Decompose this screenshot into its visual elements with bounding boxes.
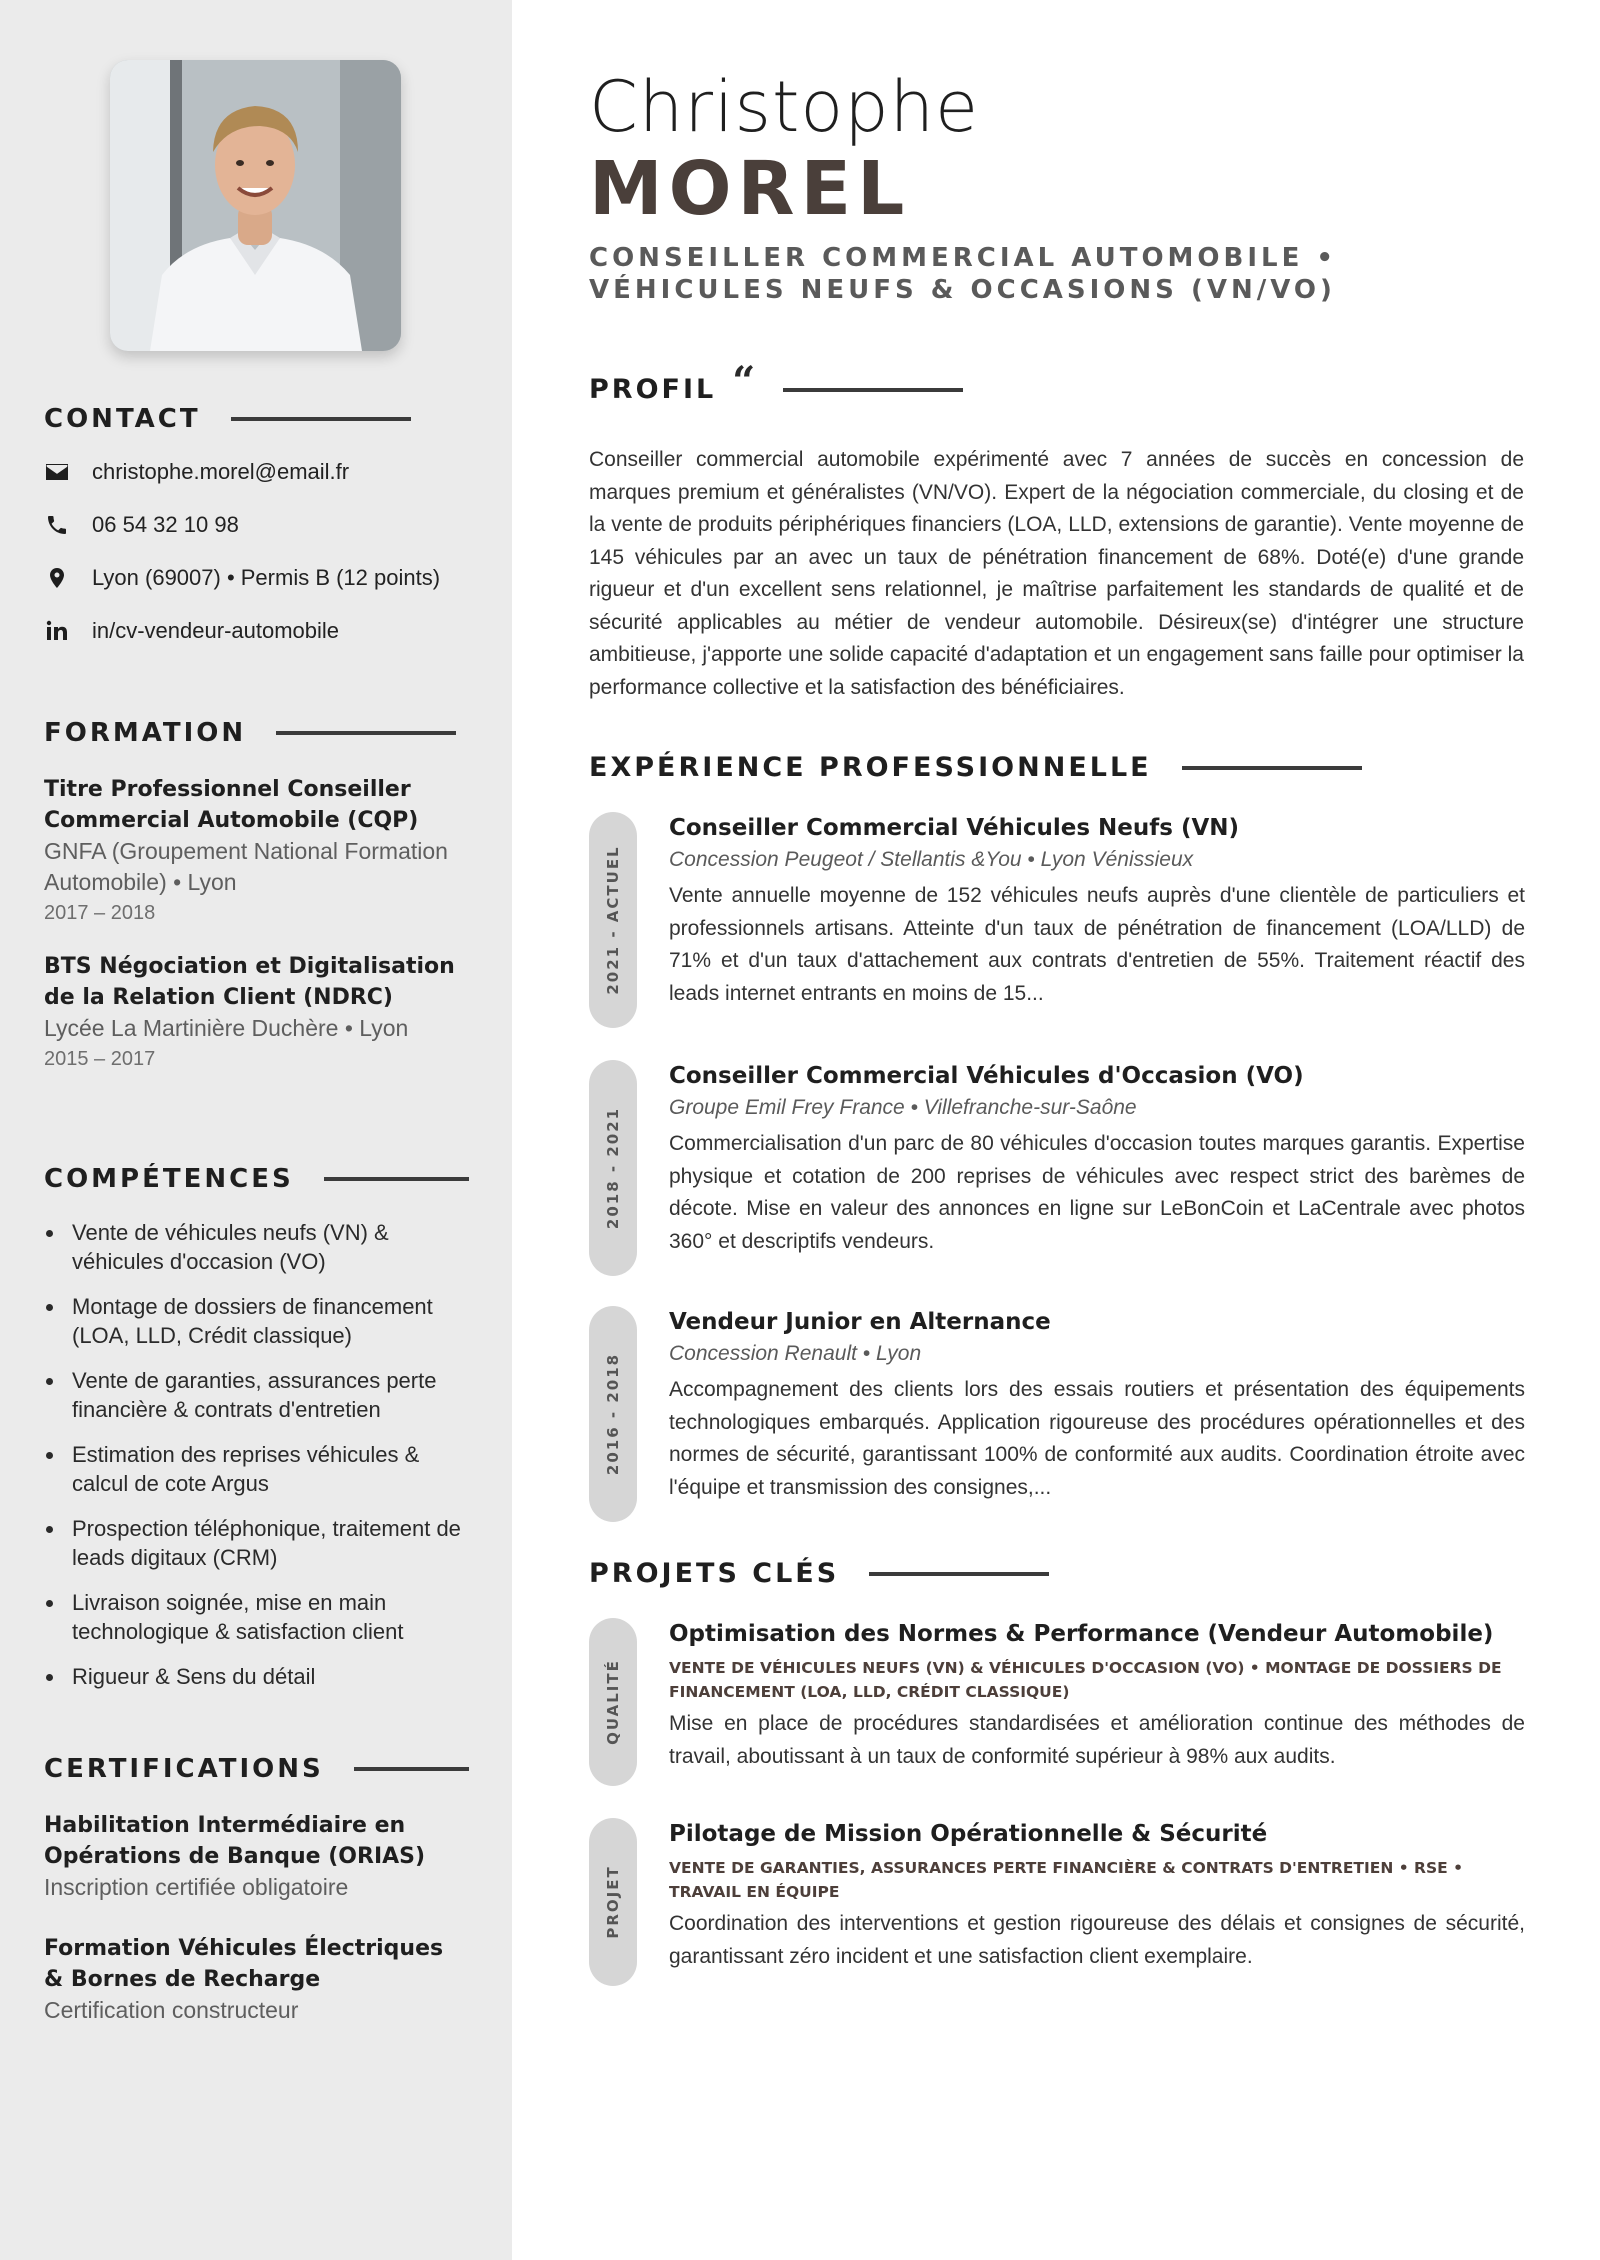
heading-divider	[869, 1572, 1049, 1576]
project-tag-pill	[589, 1818, 637, 1986]
formation-dates: 2015 – 2017	[44, 1048, 156, 1070]
projets-heading: PROJETS CLÉS	[589, 1558, 840, 1589]
first-name: Christophe	[589, 66, 980, 148]
experience-org: Concession Peugeot / Stellantis &You • Lyon Vénissieux	[669, 848, 1194, 871]
contact-linkedin-text: in/cv-vendeur-automobile	[92, 618, 340, 643]
competence-item: Livraison soignée, mise en main technologique & satisfaction client	[44, 1588, 469, 1646]
period-label: 2018 - 2021	[604, 1106, 622, 1230]
profile-photo-illustration	[110, 60, 401, 351]
phone-icon	[44, 512, 70, 538]
formation-title: BTS Négociation et Digitalisation de la Relation Client (NDRC)	[44, 954, 455, 1010]
heading-divider	[324, 1177, 469, 1181]
experience-desc: Accompagnement des clients lors des essais routiers et présentation des équipements technologiques embarqués. Application rigoureuse des procédures opérationnelles et des normes de sécurité, garantissant 100% de conformité aux audits. Coordination étroite avec l'équipe et transmission des consignes,...	[669, 1378, 1525, 1499]
competences-heading: COMPÉTENCES	[44, 1164, 294, 1194]
period-pill	[589, 1060, 637, 1276]
experience-heading-row	[589, 752, 1362, 783]
project-title: Optimisation des Normes & Performance (Vendeur Automobile)	[669, 1621, 1494, 1647]
job-title: CONSEILLER COMMERCIAL AUTOMOBILE • VÉHICULES NEUFS & OCCASIONS (VN/VO)	[589, 243, 1338, 305]
project-tag-pill	[589, 1618, 637, 1786]
sidebar	[0, 0, 512, 2260]
competence-item: Montage de dossiers de financement (LOA, LLD, Crédit classique)	[44, 1292, 469, 1350]
certification-title: Habilitation Intermédiaire en Opérations de Banque (ORIAS)	[44, 1813, 426, 1869]
competence-item: Vente de garanties, assurances perte financière & contrats d'entretien	[44, 1366, 469, 1424]
certifications-heading: CERTIFICATIONS	[44, 1754, 324, 1784]
experience-org: Concession Renault • Lyon	[669, 1342, 922, 1365]
formation-school: GNFA (Groupement National Formation Automobile) • Lyon	[44, 838, 448, 895]
competence-item: Rigueur & Sens du détail	[44, 1662, 469, 1691]
project-title: Pilotage de Mission Opérationnelle & Sécurité	[669, 1821, 1268, 1847]
competences-heading-row	[44, 1164, 469, 1194]
heading-divider	[783, 388, 963, 392]
experience-title: Vendeur Junior en Alternance	[669, 1309, 1051, 1335]
competences-section	[44, 1164, 469, 1707]
experience-org: Groupe Emil Frey France • Villefranche-sur-Saône	[669, 1096, 1137, 1119]
contact-heading: CONTACT	[44, 404, 201, 434]
experience-desc: Vente annuelle moyenne de 152 véhicules neufs auprès d'une clientèle de particuliers et professionnels artisans. Atteinte d'un taux de pénétration de financement (LOA/LLD) de 71% et d'un taux d'attachement aux contrats d'entretien de 55%. Traitement réactif des leads internet entrants en moins de 15...	[669, 884, 1525, 1005]
last-name: MOREL	[589, 146, 911, 232]
project-desc: Mise en place de procédures standardisées et amélioration continue des méthodes de travail, aboutissant à un taux de conformité supérieur à 98% aux audits.	[669, 1712, 1525, 1768]
contact-heading-row	[44, 404, 469, 434]
profile-photo	[110, 60, 401, 351]
project-tag: PROJET	[604, 1865, 622, 1939]
certification-title: Formation Véhicules Électriques & Bornes de Recharge	[44, 1936, 444, 1992]
competence-item: Vente de véhicules neufs (VN) & véhicules d'occasion (VO)	[44, 1218, 469, 1276]
competence-item: Prospection téléphonique, traitement de leads digitaux (CRM)	[44, 1514, 469, 1572]
period-label: 2016 - 2018	[604, 1352, 622, 1476]
project-desc: Coordination des interventions et gestion rigoureuse des délais et consignes de sécurité, garantissant zéro incident et une satisfaction client exemplaire.	[669, 1912, 1525, 1968]
experience-heading: EXPÉRIENCE PROFESSIONNELLE	[589, 752, 1152, 783]
certification-item	[44, 1810, 469, 1903]
contact-phone[interactable]	[44, 510, 469, 540]
profil-heading: PROFIL	[589, 374, 717, 405]
formation-school: Lycée La Martinière Duchère • Lyon	[44, 1015, 409, 1041]
contact-location	[44, 563, 469, 593]
contact-section	[44, 404, 469, 646]
contact-location-text: Lyon (69007) • Permis B (12 points)	[92, 565, 441, 590]
experience-title: Conseiller Commercial Véhicules d'Occasion (VO)	[669, 1063, 1304, 1089]
period-pill	[589, 1306, 637, 1522]
experience-title: Conseiller Commercial Véhicules Neufs (VN)	[669, 815, 1240, 841]
envelope-icon	[44, 459, 70, 485]
formation-dates: 2017 – 2018	[44, 902, 156, 924]
project-skills: VENTE DE VÉHICULES NEUFS (VN) & VÉHICULES D'OCCASION (VO) • MONTAGE DE DOSSIERS DE FINANCEMENT (LOA, LLD, CRÉDIT CLASSIQUE)	[669, 1659, 1502, 1701]
experience-desc: Commercialisation d'un parc de 80 véhicules d'occasion toutes marques garantis. Expertise physique et cotation de 200 reprises de véhicules avec respect strict des barèmes de décote. Mise en valeur des annonces en ligne sur LeBonCoin et LaCentrale avec photos 360° et descriptifs vendeurs.	[669, 1132, 1525, 1253]
profil-heading-row	[589, 358, 963, 413]
formation-title: Titre Professionnel Conseiller Commercial Automobile (CQP)	[44, 777, 419, 833]
formation-item	[44, 951, 469, 1075]
certifications-heading-row	[44, 1754, 469, 1784]
location-pin-icon	[44, 565, 70, 591]
projets-heading-row	[589, 1558, 1049, 1589]
project-tag: QUALITÉ	[604, 1659, 622, 1745]
heading-divider	[354, 1767, 469, 1771]
formation-section	[44, 718, 469, 1075]
profil-text: Conseiller commercial automobile expérimenté avec 7 années de succès en concession de marques premium et généralistes (VN/VO). Expert de la négociation commerciale, du closing et de la vente de produits périphériques financiers (LOA, LLD, extensions de garantie). Vente moyenne de 145 véhicules par an avec un taux de pénétration financement de 68%. Doté(e) d'une grande rigueur et d'un excellent sens relationnel, je maîtrise parfaitement les standards de qualité et de sécurité applicables au métier de vendeur automobile. Désireux(se) d'intégrer une structure ambitieuse, j'apporte une solide capacité d'adaptation et un engagement sans faille pour optimiser la performance collective et la satisfaction des bénéficiaires.	[589, 448, 1524, 699]
formation-heading-row	[44, 718, 469, 748]
heading-divider	[1182, 766, 1362, 770]
contact-email[interactable]	[44, 457, 469, 487]
contact-phone-text: 06 54 32 10 98	[92, 512, 239, 537]
quote-icon: “	[732, 358, 756, 405]
heading-divider	[231, 417, 411, 421]
project-skills: VENTE DE GARANTIES, ASSURANCES PERTE FINANCIÈRE & CONTRATS D'ENTRETIEN • RSE • TRAVAIL EN ÉQUIPE	[669, 1859, 1464, 1901]
certification-subtitle: Inscription certifiée obligatoire	[44, 1874, 349, 1900]
formation-heading: FORMATION	[44, 718, 247, 748]
heading-divider	[276, 731, 456, 735]
certification-subtitle: Certification constructeur	[44, 1997, 299, 2023]
certifications-section	[44, 1754, 469, 2026]
formation-item	[44, 774, 469, 929]
period-label: 2021 - ACTUEL	[604, 845, 622, 995]
contact-linkedin[interactable]	[44, 616, 469, 646]
period-pill	[589, 812, 637, 1028]
competences-list	[44, 1218, 469, 1691]
contact-email-text: christophe.morel@email.fr	[92, 459, 350, 484]
competence-item: Estimation des reprises véhicules & calcul de cote Argus	[44, 1440, 469, 1498]
certification-item	[44, 1933, 469, 2026]
linkedin-icon	[44, 618, 70, 644]
